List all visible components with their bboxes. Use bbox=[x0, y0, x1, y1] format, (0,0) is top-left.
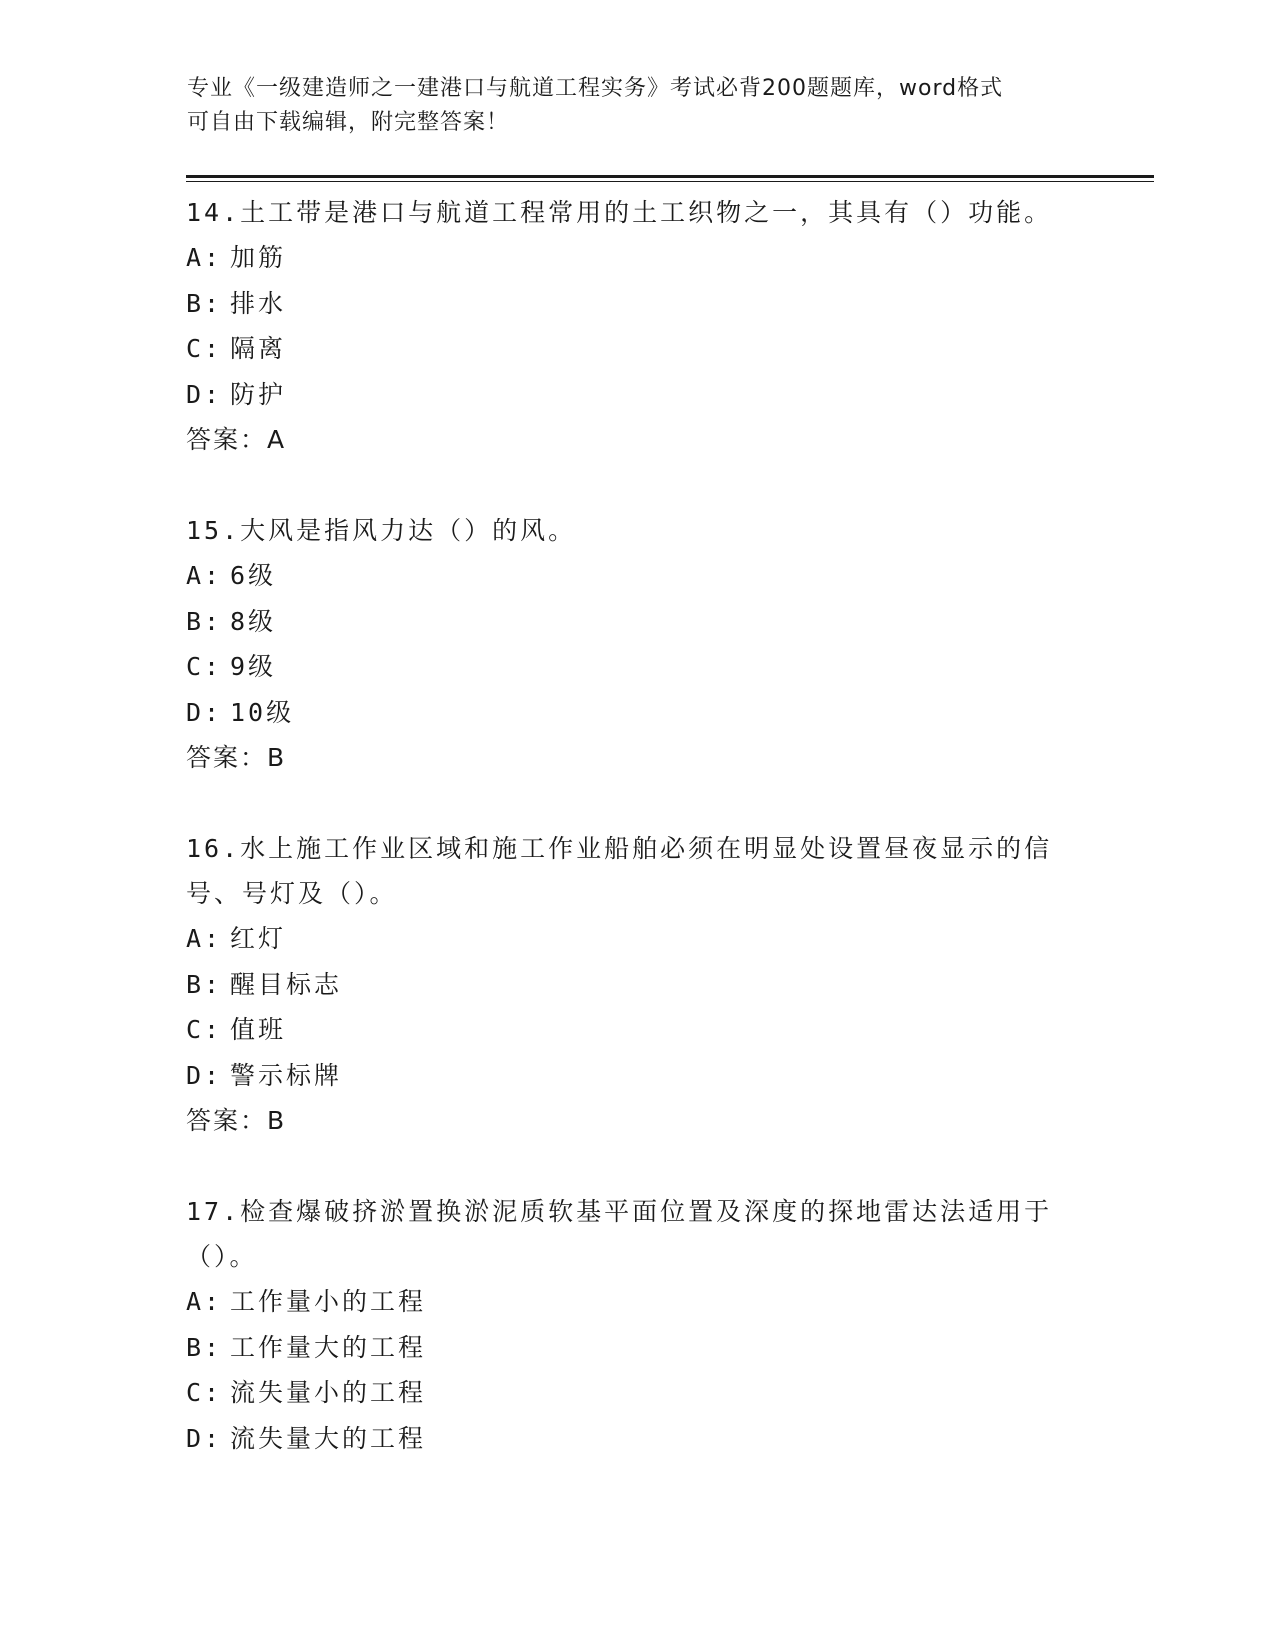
option-d bbox=[186, 372, 1086, 418]
option-d bbox=[186, 1053, 1086, 1099]
option-text: 加筋 bbox=[230, 243, 287, 272]
option-letter: C: bbox=[186, 1378, 223, 1407]
option-letter: B: bbox=[186, 969, 223, 999]
question-stem: 17.检查爆破挤淤置换淤泥质软基平面位置及深度的探地雷达法适用于（）。 bbox=[186, 1197, 1053, 1271]
option-text: 值班 bbox=[230, 1015, 287, 1044]
option-c bbox=[186, 644, 1086, 690]
option-letter: A: bbox=[186, 561, 223, 590]
option-text: 10级 bbox=[230, 697, 295, 727]
header-line-1: 专业《一级建造师之一建港口与航道工程实务》考试必背200题题库，word格式 bbox=[187, 76, 1004, 101]
answer-line: 答案：A bbox=[186, 425, 287, 454]
option-text: 红灯 bbox=[230, 924, 287, 953]
option-letter: D: bbox=[186, 1423, 223, 1453]
option-letter: A: bbox=[186, 924, 223, 953]
option-text: 隔离 bbox=[230, 334, 287, 363]
answer-line: 答案：B bbox=[186, 1106, 287, 1135]
option-c bbox=[186, 326, 1086, 372]
question-14 bbox=[186, 190, 1086, 462]
option-text: 排水 bbox=[230, 288, 287, 318]
answer-line: 答案：B bbox=[186, 743, 287, 772]
option-letter: C: bbox=[186, 1015, 223, 1044]
option-d bbox=[186, 690, 1086, 736]
option-b bbox=[186, 281, 1086, 327]
option-text: 6级 bbox=[230, 561, 277, 590]
option-letter: A: bbox=[186, 1287, 223, 1316]
header-divider-thin bbox=[186, 181, 1154, 182]
option-text: 9级 bbox=[230, 652, 277, 681]
option-a bbox=[186, 553, 1086, 599]
question-15 bbox=[186, 508, 1086, 780]
option-b bbox=[186, 599, 1086, 645]
question-stem: 14.土工带是港口与航道工程常用的土工织物之一，其具有（）功能。 bbox=[186, 198, 1053, 227]
option-letter: C: bbox=[186, 652, 223, 681]
option-text: 流失量大的工程 bbox=[230, 1423, 427, 1453]
option-text: 流失量小的工程 bbox=[230, 1378, 427, 1407]
option-text: 8级 bbox=[230, 606, 277, 636]
option-b bbox=[186, 962, 1086, 1008]
question-17 bbox=[186, 1189, 1086, 1461]
question-stem: 16.水上施工作业区域和施工作业船舶必须在明显处设置昼夜显示的信号、号灯及（）。 bbox=[186, 834, 1053, 908]
option-letter: D: bbox=[186, 697, 223, 727]
question-16 bbox=[186, 826, 1086, 1143]
option-letter: C: bbox=[186, 334, 223, 363]
option-a bbox=[186, 916, 1086, 962]
option-text: 防护 bbox=[230, 379, 287, 409]
option-text: 醒目标志 bbox=[230, 969, 343, 999]
option-b bbox=[186, 1325, 1086, 1371]
option-c bbox=[186, 1370, 1086, 1416]
option-letter: B: bbox=[186, 1332, 223, 1362]
question-stem: 15.大风是指风力达（）的风。 bbox=[186, 516, 577, 545]
option-a bbox=[186, 235, 1086, 281]
option-letter: B: bbox=[186, 606, 223, 636]
document-header bbox=[187, 72, 1087, 140]
option-letter: D: bbox=[186, 379, 223, 409]
option-letter: B: bbox=[186, 288, 223, 318]
option-d bbox=[186, 1416, 1086, 1462]
header-line-2: 可自由下载编辑，附完整答案！ bbox=[187, 110, 510, 135]
option-a bbox=[186, 1279, 1086, 1325]
option-text: 警示标牌 bbox=[230, 1060, 343, 1090]
header-divider-thick bbox=[186, 175, 1154, 178]
option-letter: A: bbox=[186, 243, 223, 272]
option-letter: D: bbox=[186, 1060, 223, 1090]
option-text: 工作量小的工程 bbox=[230, 1287, 427, 1316]
option-c bbox=[186, 1007, 1086, 1053]
option-text: 工作量大的工程 bbox=[230, 1332, 427, 1362]
question-list bbox=[186, 190, 1086, 1461]
